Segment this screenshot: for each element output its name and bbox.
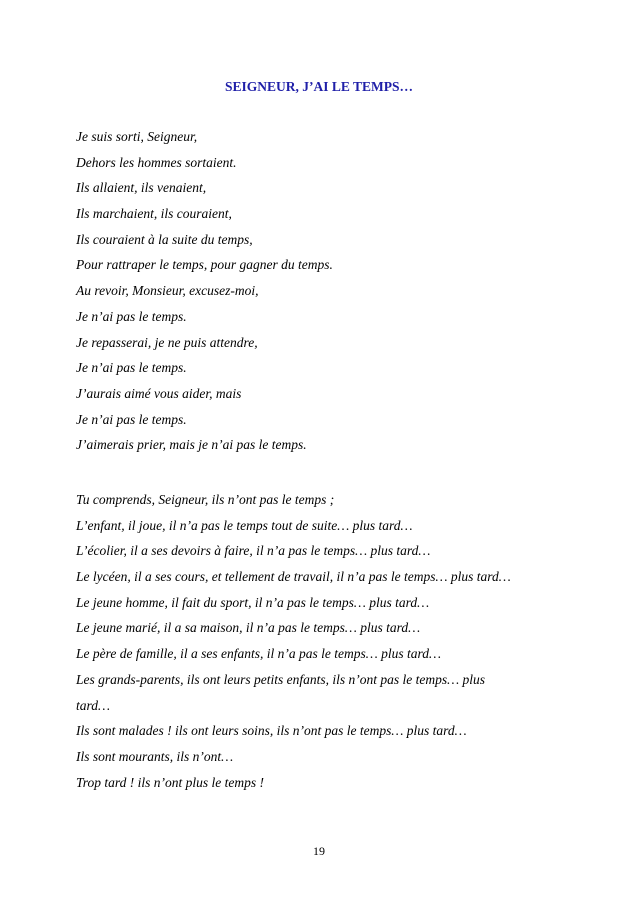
poem-line: J’aurais aimé vous aider, mais: [76, 385, 242, 401]
poem-line: Je n’ai pas le temps.: [76, 308, 187, 324]
poem-line: Ils sont mourants, ils n’ont…: [76, 748, 234, 764]
poem-line: Le père de famille, il a ses enfants, il n’a pas le temps… plus tard…: [76, 646, 441, 662]
poem-line: Les grands-parents, ils ont leurs petits enfants, ils n’ont pas le temps… plus: [76, 671, 486, 687]
poem-line: L’enfant, il joue, il n’a pas le temps tout de suite… plus tard…: [76, 517, 413, 533]
poem-title: SEIGNEUR, J’AI LE TEMPS…: [224, 79, 414, 94]
poem-line: Ils marchaient, ils couraient,: [76, 206, 232, 222]
poem-line: Au revoir, Monsieur, excusez-moi,: [76, 283, 259, 299]
poem-line: Je n’ai pas le temps.: [76, 411, 187, 427]
poem-line: Tu comprends, Seigneur, ils n’ont pas le temps ;: [76, 492, 335, 507]
poem-line: Dehors les hommes sortaient.: [76, 154, 237, 170]
stanza-1: [76, 124, 616, 458]
poem-line: Je suis sorti, Seigneur,: [76, 129, 198, 144]
poem-line: Ils allaient, ils venaient,: [76, 180, 207, 196]
poem-line: tard…: [76, 697, 111, 713]
poem-line: J’aimerais prier, mais je n’ai pas le temps.: [76, 437, 307, 453]
poem-line: Trop tard ! ils n’ont plus le temps !: [76, 774, 265, 790]
poem-line: Je repasserai, je ne puis attendre,: [76, 334, 258, 350]
poem-line: Pour rattraper le temps, pour gagner du temps.: [76, 257, 333, 273]
poem-line: L’écolier, il a ses devoirs à faire, il n’a pas le temps… plus tard…: [76, 543, 431, 559]
poem-line: Le jeune homme, il fait du sport, il n’a pas le temps… plus tard…: [76, 594, 430, 610]
poem-line: Je n’ai pas le temps.: [76, 360, 187, 376]
stanza-2: [76, 487, 616, 795]
poem-line: Ils couraient à la suite du temps,: [76, 231, 253, 247]
poem-line: Le lycéen, il a ses cours, et tellement de travail, il n’a pas le temps… plus tard…: [76, 569, 511, 585]
poem-line: Le jeune marié, il a sa maison, il n’a pas le temps… plus tard…: [76, 620, 421, 636]
page-number: 19: [313, 844, 325, 858]
poem-line: Ils sont malades ! ils ont leurs soins, ils n’ont pas le temps… plus tard…: [76, 723, 467, 739]
